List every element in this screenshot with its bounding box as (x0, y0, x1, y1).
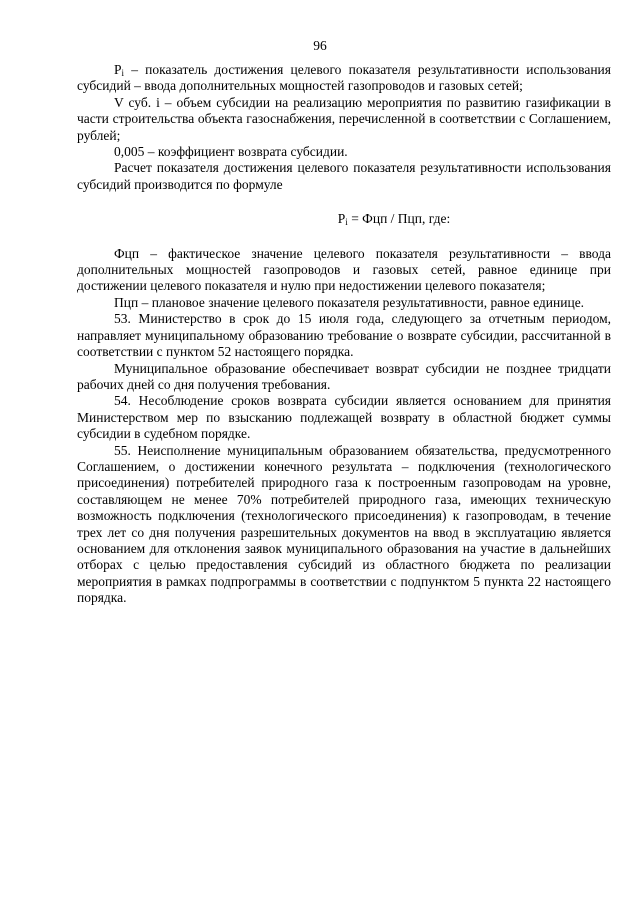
paragraph-item-53: 53. Министерство в срок до 15 июля года, следующего за отчетным периодом, направляет муниципальному образованию требование о возврате субсидии, рассчитанной в соответствии с пунктом 52 настоящего порядка. (77, 311, 611, 360)
paragraph-item-55: 55. Неисполнение муниципальным образованием обязательства, предусмотренного Соглашением, о достижении конечного результата – подключения (технологического присоединения) потребителей природного газа к построенным газопроводам на уровне, составляющем не менее 70% потребителей природного газа, имеющих техническую возможность подключения (технологического присоединения) к газопроводам, в течение трех лет со дня получения разрешительных документов на ввод в эксплуатацию является основанием для отклонения заявок муниципального образования на участие в дальнейших отборах с целью предоставления субсидий из областного бюджета по реализации мероприятия в рамках подпрограммы в соответствии с подпунктом 5 пункта 22 настоящего порядка. (77, 442, 611, 606)
paragraph-v-definition: V суб. i – объем субсидии на реализацию мероприятия по развитию газификации в части строительства объекта газоснабжения, перечисленной в соответствии с Соглашением, рублей; (77, 94, 611, 143)
paragraph-pi-definition (77, 62, 611, 95)
symbol-p: P (114, 62, 122, 77)
paragraph-calculation-intro: Расчет показателя достижения целевого показателя результативности использования субсидий производится по формуле (77, 160, 611, 192)
paragraph-pcp-definition: Пцп – плановое значение целевого показателя результативности, равное единице. (114, 294, 585, 310)
document-body (77, 62, 611, 607)
symbol-subscript: i (121, 68, 125, 78)
paragraph-text: – показатель достижения целевого показателя результативности использования субсидий – ввода дополнительных мощностей газопроводов и газовых сетей; (77, 62, 611, 94)
paragraph-fcp-definition: Фцп – фактическое значение целевого показателя результативности – ввода дополнительных мощностей газопроводов и газовых сетей, равное единице при достижении целевого показателя и нулю при недостижении целевого показателя; (77, 245, 611, 294)
formula-symbol: P (337, 211, 346, 227)
paragraph-return-deadline: Муниципальное образование обеспечивает возврат субсидии не позднее тридцати рабочих дней со дня получения требования. (77, 360, 611, 392)
formula-rest: = Фцп / Пцп, где: (347, 211, 451, 227)
paragraph-coefficient: 0,005 – коэффициент возврата субсидии. (114, 144, 348, 160)
formula (77, 211, 611, 227)
paragraph-item-54: 54. Несоблюдение сроков возврата субсидии является основанием для принятия Министерством мер по взысканию подлежащей возврату в областной бюджет суммы субсидии в судебном порядке. (77, 393, 611, 442)
page-number: 96 (313, 38, 327, 53)
formula-subscript: i (345, 217, 348, 228)
